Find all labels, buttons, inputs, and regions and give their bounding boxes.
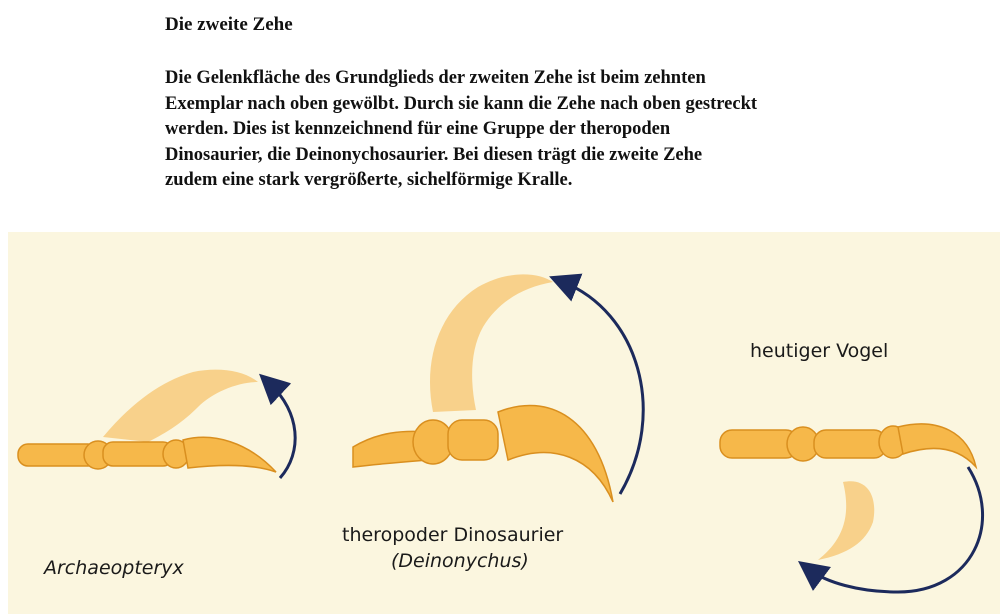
paragraph-line: Dinosaurier, die Deinonychosaurier. Bei diesen trägt die zweite Zehe [165,144,703,165]
toe-illustration [8,232,1000,614]
ghost-extended-phalanx [103,370,258,442]
claw [898,424,976,467]
archaeopteryx-toe [18,370,295,478]
motion-arrow [563,282,643,494]
ghost-flexed-claw [818,481,874,560]
ghost-extended-claw [430,274,553,412]
paragraph-line: Die Gelenkfläche des Grundglieds der zweiten Zehe ist beim zehnten [165,68,706,88]
body-paragraph [165,66,865,194]
label-deinonychus: (Deinonychus) [391,550,529,572]
label-bird: heutiger Vogel [750,340,889,362]
bird-toe [720,424,983,592]
label-theropod: theropoder Dinosaurier [342,524,564,546]
joint [413,420,453,464]
paragraph-line: zudem eine stark vergrößerte, sichelförmige Kralle. [165,170,573,190]
sickle-claw [498,405,613,502]
motion-arrow [810,467,983,592]
motion-arrow [270,384,295,478]
paragraph-line: werden. Dies ist kennzeichnend für eine Gruppe der theropoden [165,119,671,139]
paragraph-line: Exemplar nach oben gewölbt. Durch sie kann die Zehe nach oben gestreckt [165,93,758,114]
claw [183,437,276,472]
proximal-phalanx [814,430,886,458]
theropod-toe [353,274,643,502]
label-archaeopteryx: Archaeopteryx [44,557,184,579]
section-heading: Die zweite Zehe [165,14,293,35]
proximal-phalanx [448,420,498,460]
